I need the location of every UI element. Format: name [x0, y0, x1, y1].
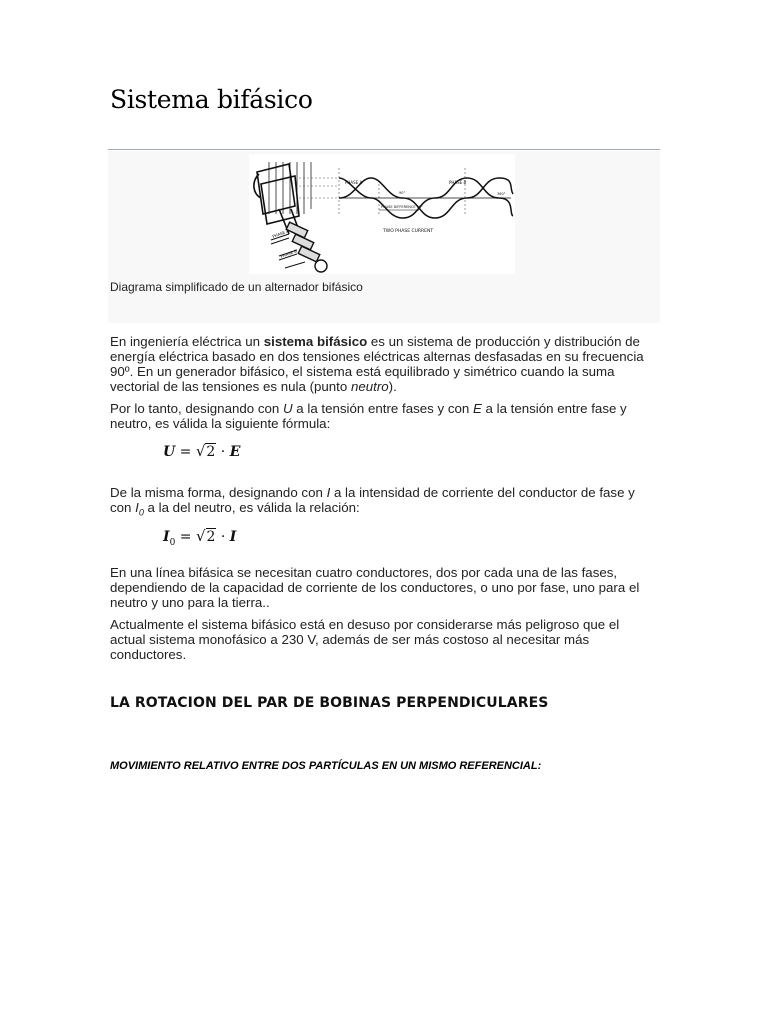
sqrt-term — [196, 527, 216, 545]
var-i0-sub: 0 — [138, 507, 144, 518]
formula-lhs: I — [163, 529, 170, 545]
slip-rings — [286, 222, 327, 272]
phase-difference-label: PHASE DIFFERENCE 90° — [381, 205, 423, 209]
sqrt-term — [196, 442, 216, 460]
formula-equals: = — [175, 444, 196, 460]
two-phase-current-label: TWO PHASE CURRENT — [383, 229, 434, 234]
wave-label-a: PHASE A — [345, 180, 363, 185]
paragraph-conductors: En una línea bifásica se necesitan cuatro conductores, dos por cada una de las fases, dependiendo de la capacidad de corriente de los conductores, o uno por fase, uno para el neutro y uno para la tierra.. — [110, 565, 640, 610]
paragraph-current-use: Actualmente el sistema bifásico está en desuso por considerarse más peligroso que el actual sistema monofásico a 230 V, además de ser más costoso al necesitar más conductores. — [110, 617, 620, 662]
formula-voltage — [163, 442, 240, 460]
deg-90-label: 90° — [399, 191, 406, 195]
paragraph-intro — [110, 334, 658, 394]
section-subheading: MOVIMIENTO RELATIVO ENTRE DOS PARTÍCULAS EN UN MISMO REFERENCIAL: — [110, 760, 542, 772]
paragraph-voltage — [110, 401, 658, 431]
paragraph-current — [110, 485, 658, 521]
text: a la del neutro, es válida la relación: — [143, 500, 360, 515]
figure-caption: Diagrama simplificado de un alternador bifásico — [110, 280, 363, 294]
text: De la misma forma, designando con — [110, 485, 327, 500]
formula-lhs-sub: 0 — [169, 537, 176, 548]
formula-rhs: I — [229, 529, 237, 545]
radical-sign: √ — [195, 527, 206, 545]
phase-b-label: PHASE B — [279, 248, 298, 259]
radicand: 2 — [206, 444, 216, 460]
text: a la intensidad de corriente del conductor de fase y con — [110, 485, 635, 515]
alternator-diagram-image[interactable] — [249, 154, 515, 274]
term-italic: neutro — [350, 379, 389, 394]
text: ). — [388, 379, 397, 394]
page-title: Sistema bifásico — [110, 85, 313, 114]
text: En ingeniería eléctrica un — [110, 334, 264, 349]
title-divider — [108, 149, 660, 150]
formula-dot: · — [216, 444, 230, 460]
section-heading: LA ROTACION DEL PAR DE BOBINAS PERPENDICULARES — [110, 695, 549, 711]
text: a la tensión entre fase y neutro, es válida la siguiente fórmula: — [110, 401, 627, 431]
figure-box — [108, 151, 660, 323]
formula-rhs: E — [229, 444, 241, 460]
formula-equals: = — [175, 529, 196, 545]
term-bold: sistema bifásico — [263, 334, 368, 349]
formula-dot: · — [216, 529, 230, 545]
phase-a-label: PHASE A — [271, 228, 290, 239]
radicand: 2 — [206, 529, 216, 545]
text: a la tensión entre fases y con — [292, 401, 473, 416]
var-i: I — [326, 485, 331, 500]
formula-lhs: U — [163, 444, 176, 460]
deg-360-label: 360° — [497, 192, 506, 196]
radical-sign: √ — [195, 442, 206, 460]
formula-current — [163, 527, 236, 548]
var-i0 — [135, 500, 144, 518]
text: es un sistema de producción y distribución de energía eléctrica basado en dos tensiones eléctricas alternas desfasadas en su frecuencia 90º. En un generador bifásico, el sistema está equilibrado y simétrico cuando la suma vectorial de las tensiones es nula (punto — [110, 334, 644, 394]
var-e: E — [472, 401, 482, 416]
alternator-diagram — [249, 154, 515, 274]
wave-label-b: PHASE B — [449, 180, 467, 185]
text: Por lo tanto, designando con — [110, 401, 283, 416]
var-u: U — [282, 401, 293, 416]
var-i0-base: I — [135, 500, 139, 515]
